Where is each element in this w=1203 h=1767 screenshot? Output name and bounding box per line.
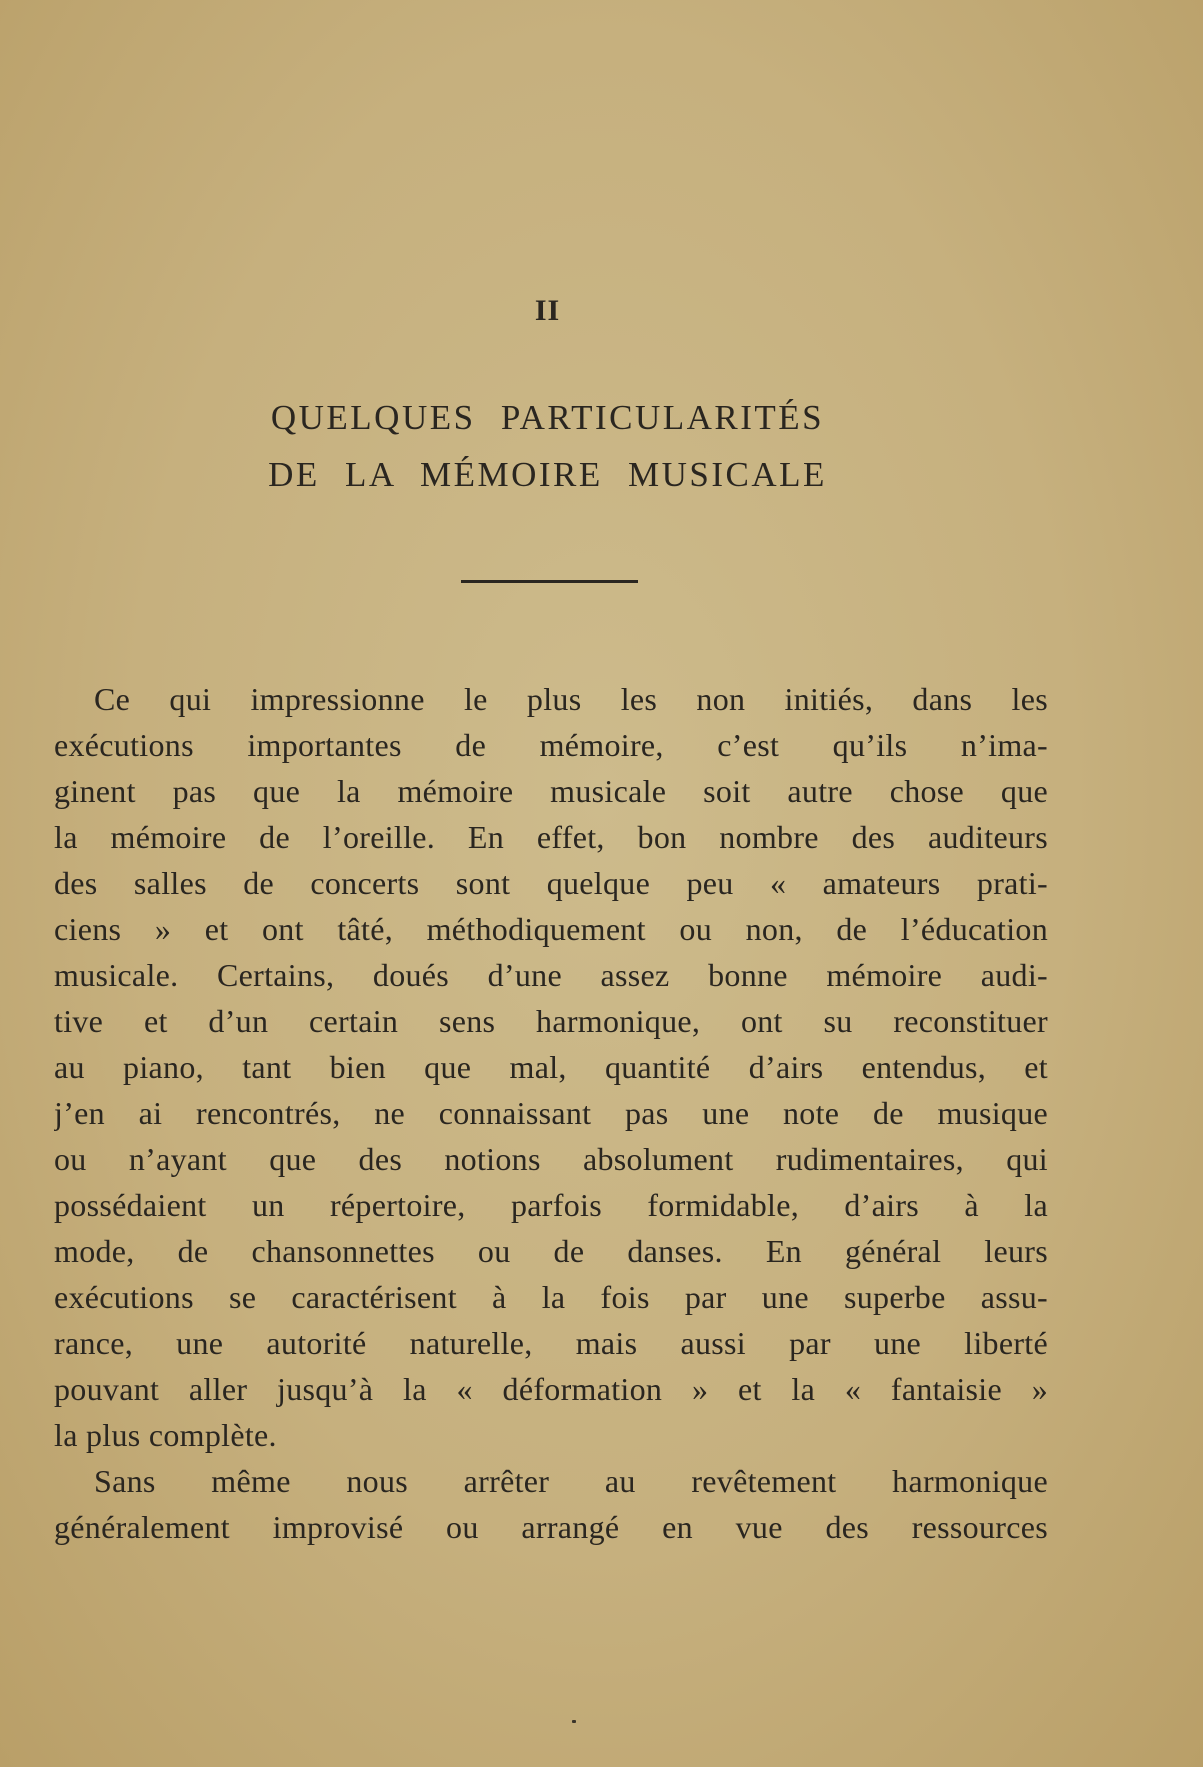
body-text: [54, 676, 1048, 1550]
text-line: Ce qui impressionne le plus les non initiés, dans les: [94, 681, 1048, 717]
text-line: pouvant aller jusqu’à la « déformation » et la « fantaisie »: [54, 1371, 1048, 1407]
chapter-number: II: [534, 294, 561, 327]
folio-dot: [572, 1720, 576, 1723]
title-separator-rule: [461, 580, 638, 583]
text-line: tive et d’un certain sens harmonique, ont su reconstituer: [54, 1003, 1048, 1039]
text-line: ciens » et ont tâté, méthodiquement ou non, de l’éducation: [54, 911, 1048, 947]
text-line: exécutions se caractérisent à la fois par une superbe assu-: [54, 1279, 1048, 1315]
text-line: mode, de chansonnettes ou de danses. En général leurs: [54, 1233, 1048, 1269]
text-line: ginent pas que la mémoire musicale soit autre chose que: [54, 773, 1048, 809]
text-line: rance, une autorité naturelle, mais aussi par une liberté: [54, 1325, 1048, 1361]
text-line: la mémoire de l’oreille. En effet, bon nombre des auditeurs: [54, 819, 1048, 855]
text-line: Sans même nous arrêter au revêtement harmonique: [94, 1463, 1048, 1499]
text-line: des salles de concerts sont quelque peu « amateurs prati-: [54, 865, 1048, 901]
text-line: possédaient un répertoire, parfois formidable, d’airs à la: [54, 1187, 1048, 1223]
text-line: au piano, tant bien que mal, quantité d’airs entendus, et: [54, 1049, 1048, 1085]
text-line: exécutions importantes de mémoire, c’est qu’ils n’ima-: [54, 727, 1048, 763]
text-line-paragraph-end: la plus complète.: [54, 1417, 277, 1453]
chapter-title-line-1: QUELQUES PARTICULARITÉS: [270, 398, 825, 437]
chapter-title-line-2: DE LA MÉMOIRE MUSICALE: [268, 455, 827, 494]
text-line: j’en ai rencontrés, ne connaissant pas une note de musique: [54, 1095, 1048, 1131]
text-line: généralement improvisé ou arrangé en vue des ressources: [54, 1509, 1048, 1545]
text-line: ou n’ayant que des notions absolument rudimentaires, qui: [54, 1141, 1048, 1177]
text-line: musicale. Certains, doués d’une assez bonne mémoire audi-: [54, 957, 1048, 993]
